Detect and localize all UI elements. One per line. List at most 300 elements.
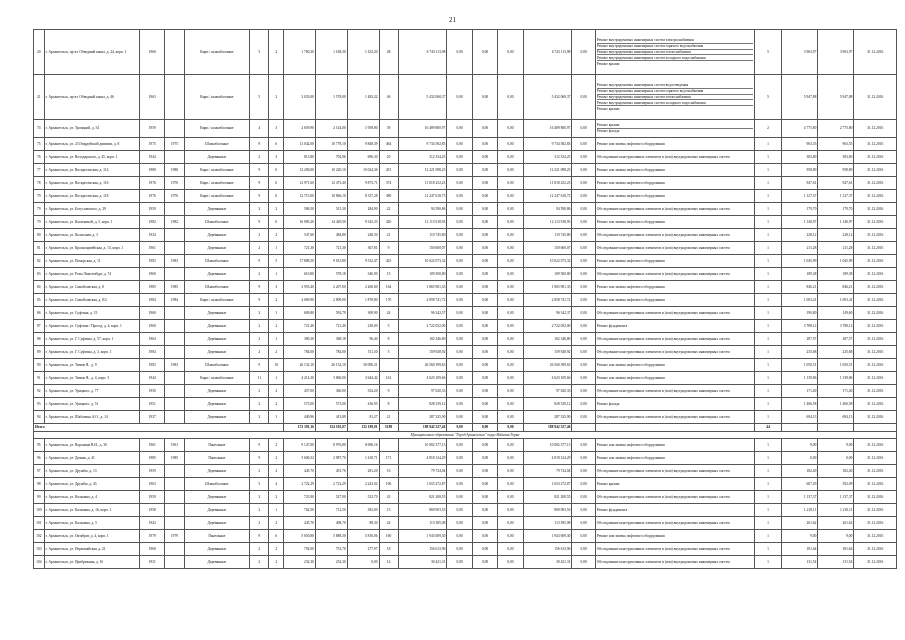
row-number: 20 — [34, 30, 45, 75]
row-number: 91 — [34, 372, 45, 385]
total-works-empty — [595, 424, 754, 432]
completion-date: 31.12.2016 — [854, 177, 897, 190]
area-living: 2 722,29 — [315, 478, 347, 491]
cost-total: 10 022 073,32 — [398, 255, 447, 268]
completion-date: 31.12.2016 — [854, 504, 897, 517]
area-living: 9 015,80 — [315, 255, 347, 268]
unit-cost: 3 788,12 — [782, 320, 818, 333]
unit-cost-limit: 171,40 — [818, 385, 854, 398]
year-reconstruction — [165, 517, 184, 530]
year-built: 1960 — [140, 320, 165, 333]
cost-region: 0,00 — [472, 452, 497, 465]
residents: 46 — [379, 75, 398, 120]
cost-region: 0,00 — [472, 359, 497, 372]
completion-date: 31.12.2016 — [854, 359, 897, 372]
completion-date: 31.12.2016 — [854, 281, 897, 294]
area-living: 10 220,10 — [315, 164, 347, 177]
row-number: 96 — [34, 452, 45, 465]
table-row — [34, 346, 897, 359]
cost-total: 4 818 124,29 — [398, 452, 447, 465]
works-list — [595, 138, 754, 151]
area-total: 457,00 — [284, 385, 316, 398]
unit-cost: 5 947,88 — [782, 75, 818, 120]
residents: 20 — [379, 151, 398, 164]
completion-date: 31.12.2016 — [854, 268, 897, 281]
cost-share: 0,00 — [572, 530, 595, 543]
completion-date: 31.12.2016 — [854, 216, 897, 229]
cost-region: 0,00 — [472, 556, 497, 569]
row-number: 93 — [34, 398, 45, 411]
year-built: 1964 — [140, 333, 165, 346]
year-built: 1958 — [140, 504, 165, 517]
year-built: 1963 — [140, 75, 165, 120]
address: г. Архангельск, ул. Первомайская, д. 21 — [44, 543, 139, 556]
works-count: 1 — [754, 242, 782, 255]
cost-municipal: 0,00 — [498, 556, 523, 569]
wall-material: Деревянные — [184, 504, 250, 517]
table-row — [34, 75, 897, 120]
cost-fund: 0,00 — [447, 320, 472, 333]
row-number: 75 — [34, 138, 45, 151]
row-number: 104 — [34, 556, 45, 569]
area-total: 445,70 — [284, 517, 316, 530]
entrances: 2 — [269, 452, 284, 465]
works-count: 2 — [754, 120, 782, 138]
table-row — [34, 216, 897, 229]
area-nonliving: 1 418,71 — [347, 452, 379, 465]
cost-municipal: 0,00 — [498, 398, 523, 411]
cost-region: 0,00 — [472, 177, 497, 190]
cost-region: 0,00 — [472, 320, 497, 333]
cost-region: 0,00 — [472, 398, 497, 411]
cost-owners: 2 722 052,00 — [523, 320, 572, 333]
entrances: 2 — [269, 320, 284, 333]
works-list — [595, 465, 754, 478]
unit-cost-limit: 179,70 — [818, 203, 854, 216]
year-reconstruction: 1976 — [165, 177, 184, 190]
area-total: 2 659,90 — [284, 120, 316, 138]
row-number: 84 — [34, 281, 45, 294]
area-nonliving: 2 260,60 — [347, 281, 379, 294]
entrances: 6 — [269, 177, 284, 190]
entrances: 1 — [269, 504, 284, 517]
cost-region: 0,00 — [472, 439, 497, 452]
cost-fund: 0,00 — [447, 242, 472, 255]
area-nonliving: 369,90 — [347, 307, 379, 320]
cost-fund: 0,00 — [447, 138, 472, 151]
row-number: 90 — [34, 359, 45, 372]
works-count: 1 — [754, 359, 782, 372]
completion-date: 31.12.2016 — [854, 190, 897, 203]
row-number: 100 — [34, 504, 45, 517]
residents: 171 — [379, 452, 398, 465]
cost-fund: 0,00 — [447, 530, 472, 543]
cost-share: 0,00 — [572, 491, 595, 504]
row-number: 86 — [34, 307, 45, 320]
completion-date: 31.12.2016 — [854, 75, 897, 120]
work-item: Ремонт или замена лифтового оборудования — [596, 219, 665, 224]
cost-owners: 10 082 377,13 — [523, 439, 572, 452]
cost-owners: 159 928,92 — [523, 346, 572, 359]
cost-municipal: 0,00 — [498, 452, 523, 465]
cost-fund: 0,00 — [447, 465, 472, 478]
cost-municipal: 0,00 — [498, 164, 523, 177]
works-list — [595, 307, 754, 320]
cost-total: 1 865 901,35 — [398, 281, 447, 294]
floors: 2 — [250, 203, 269, 216]
entrances: 5 — [269, 255, 284, 268]
entrances: 2 — [269, 229, 284, 242]
address: г. Архангельск, ул. Урицкого, д. 77 — [44, 385, 139, 398]
wall-material: Шлакоблочные — [184, 281, 250, 294]
year-built: 1961 — [140, 242, 165, 255]
unit-cost-limit: 189,38 — [818, 268, 854, 281]
year-built: 1985 — [140, 281, 165, 294]
area-nonliving: 9 532,47 — [347, 255, 379, 268]
year-built: 1983 — [140, 359, 165, 372]
completion-date: 31.12.2016 — [854, 465, 897, 478]
residents: 8 — [379, 398, 398, 411]
address: г. Архангельск, пр-кт. Обводный канал, д. 24, корп. 1 — [44, 30, 139, 75]
area-nonliving: 9 848,39 — [347, 138, 379, 151]
address: г. Архангельск, ул. Тимме Я., д. 9 — [44, 359, 139, 372]
floors: 2 — [250, 491, 269, 504]
floors: 2 — [250, 268, 269, 281]
entrances: 2 — [269, 385, 284, 398]
entrances: 1 — [269, 242, 284, 255]
cost-share: 0,00 — [572, 543, 595, 556]
cost-fund: 0,00 — [447, 504, 472, 517]
cost-total: 97 020,33 — [398, 385, 447, 398]
unit-cost-limit: 2 775,80 — [818, 120, 854, 138]
year-built: 1951 — [140, 398, 165, 411]
works-count: 1 — [754, 307, 782, 320]
cost-region: 0,00 — [472, 281, 497, 294]
total-cost-a: 0,00 — [447, 424, 472, 432]
unit-cost-limit: 287,57 — [818, 333, 854, 346]
cost-share: 0,00 — [572, 359, 595, 372]
address: г. Архангельск, ул. Красноармейская, д. 13, корп. 1 — [44, 242, 139, 255]
area-living: 2 987,70 — [315, 452, 347, 465]
year-reconstruction — [165, 372, 184, 385]
cost-fund: 0,00 — [447, 151, 472, 164]
year-reconstruction — [165, 504, 184, 517]
cost-share: 0,00 — [572, 177, 595, 190]
cost-share: 0,00 — [572, 281, 595, 294]
cost-region: 0,00 — [472, 543, 497, 556]
wall-material: Кирп./ шлакоблочные — [184, 177, 250, 190]
entrances: 2 — [269, 294, 284, 307]
cost-share: 0,00 — [572, 203, 595, 216]
cost-owners: 97 020,33 — [523, 385, 572, 398]
cost-municipal: 0,00 — [498, 478, 523, 491]
work-item: Обследование конструктивных элементов и (или) внутридомовых инженерных систем — [596, 468, 730, 473]
row-number: 74 — [34, 120, 45, 138]
works-list — [595, 385, 754, 398]
work-item: Ремонт внутридомовых инженерных систем холодного водоснабжения — [597, 54, 753, 60]
unit-cost: 0,00 — [782, 452, 818, 465]
cost-total: 159 928,92 — [398, 346, 447, 359]
year-reconstruction — [165, 398, 184, 411]
cost-municipal: 0,00 — [498, 268, 523, 281]
cost-municipal: 0,00 — [498, 216, 523, 229]
year-reconstruction: 1980 — [165, 164, 184, 177]
area-total: 5 650,80 — [284, 530, 316, 543]
row-number: 78 — [34, 177, 45, 190]
table-row — [34, 307, 897, 320]
cost-fund: 0,00 — [447, 385, 472, 398]
cost-fund: 0,00 — [447, 30, 472, 75]
unit-cost-limit: 1 218,11 — [818, 504, 854, 517]
table-row — [34, 151, 897, 164]
year-built: 1960 — [140, 268, 165, 281]
residents: 451 — [379, 164, 398, 177]
works-count: 1 — [754, 411, 782, 424]
works-list — [595, 359, 754, 372]
floors: 9 — [250, 164, 269, 177]
year-reconstruction — [165, 346, 184, 359]
residents: 380 — [379, 190, 398, 203]
residents: 16 — [379, 465, 398, 478]
row-number: 80 — [34, 229, 45, 242]
floors: 2 — [250, 385, 269, 398]
unit-cost: 1 137,37 — [782, 491, 818, 504]
total-works-count: 44 — [754, 424, 782, 432]
area-nonliving: 284,90 — [347, 203, 379, 216]
address: г. Архангельск, ул. Троицкий, д. 54 — [44, 120, 139, 138]
area-nonliving: 0,00 — [347, 556, 379, 569]
area-living: 14 429,50 — [315, 216, 347, 229]
work-item: Ремонт внутридомовых инженерных систем электроснабжения — [596, 38, 694, 43]
cost-region: 0,00 — [472, 517, 497, 530]
cost-share: 0,00 — [572, 465, 595, 478]
cost-region: 0,00 — [472, 164, 497, 177]
address: г. Архангельск, ул. Кальмана, д. 4 — [44, 491, 139, 504]
work-item: Обследование конструктивных элементов и (или) внутридомовых инженерных систем — [596, 559, 730, 564]
table-body-total — [34, 424, 897, 439]
table-row — [34, 203, 897, 216]
wall-material: Деревянные — [184, 517, 250, 530]
area-living: 5 888,30 — [315, 530, 347, 543]
unit-cost: 963,35 — [782, 138, 818, 151]
entrances: 3 — [269, 151, 284, 164]
total-row — [34, 424, 897, 432]
table-row — [34, 504, 897, 517]
residents: 170 — [379, 294, 398, 307]
residents: 9 — [379, 385, 398, 398]
area-total: 609,80 — [284, 307, 316, 320]
work-item: Ремонт или замена лифтового оборудования — [596, 258, 665, 263]
area-total: 813,80 — [284, 151, 316, 164]
works-count: 1 — [754, 556, 782, 569]
works-count: 1 — [754, 190, 782, 203]
row-number: 99 — [34, 491, 45, 504]
address: г. Архангельск, ул. Богуславского, д. 29 — [44, 203, 139, 216]
total-area: 172 391,16 — [284, 424, 316, 432]
entrances: 2 — [269, 439, 284, 452]
year-built: 1982 — [140, 216, 165, 229]
unit-cost: 1 003,41 — [782, 294, 818, 307]
completion-date: 31.12.2016 — [854, 452, 897, 465]
cost-municipal: 0,00 — [498, 242, 523, 255]
wall-material: Панельные — [184, 439, 250, 452]
cost-region: 0,00 — [472, 229, 497, 242]
works-count: 1 — [754, 138, 782, 151]
work-item: Ремонт внутридомовых инженерных систем горячего водоснабжения — [597, 88, 753, 94]
area-total: 721,40 — [284, 320, 316, 333]
entrances: 10 — [269, 359, 284, 372]
row-number: 94 — [34, 411, 45, 424]
year-reconstruction — [165, 242, 184, 255]
table-row — [34, 465, 897, 478]
entrances: 6 — [269, 216, 284, 229]
area-nonliving: 5 816,06 — [347, 530, 379, 543]
unit-cost-limit: 3 963,97 — [818, 30, 854, 75]
wall-material: Кирп./ шлакоблочные — [184, 164, 250, 177]
unit-cost: 1 406,58 — [782, 398, 818, 411]
row-number: 79 — [34, 190, 45, 203]
total-empty — [572, 424, 595, 432]
work-item: Обследование конструктивных элементов и (или) внутридомовых инженерных систем — [596, 494, 730, 499]
area-nonliving: 354,20 — [347, 385, 379, 398]
floors: 9 — [250, 452, 269, 465]
unit-cost-limit: 1 003,41 — [818, 294, 854, 307]
cost-municipal: 0,00 — [498, 346, 523, 359]
area-total: 12 200,00 — [284, 164, 316, 177]
works-count: 5 — [754, 75, 782, 120]
cost-fund: 0,00 — [447, 120, 472, 138]
area-nonliving: 367,81 — [347, 242, 379, 255]
works-count: 1 — [754, 543, 782, 556]
total-label: Итого — [34, 424, 284, 432]
wall-material: Панельные — [184, 530, 250, 543]
work-item: Обследование конструктивных элементов и (или) внутридомовых инженерных систем — [596, 546, 730, 551]
area-nonliving: 9 343,33 — [347, 216, 379, 229]
cost-owners: 109 500,80 — [523, 268, 572, 281]
wall-material: Шлакоблочные — [184, 359, 250, 372]
entrances: 1 — [269, 372, 284, 385]
cost-municipal: 0,00 — [498, 465, 523, 478]
work-item: Ремонт или замена лифтового оборудования — [596, 180, 665, 185]
floors: 9 — [250, 255, 269, 268]
wall-material: Кирп./ шлакоблочные — [184, 75, 250, 120]
unit-cost-limit: 1 127,37 — [818, 190, 854, 203]
unit-cost-limit: 235,68 — [818, 346, 854, 359]
residents: 43 — [379, 491, 398, 504]
address: г. Архангельск, ул. Дачная, д. 41 — [44, 452, 139, 465]
unit-cost-limit: 182,40 — [818, 465, 854, 478]
work-item: Ремонт или замена лифтового оборудования — [596, 442, 665, 447]
area-total: 17 888,50 — [284, 255, 316, 268]
area-total: 5 600,32 — [284, 452, 316, 465]
area-living: 753,70 — [315, 543, 347, 556]
year-built: 1943 — [140, 517, 165, 530]
works-count: 1 — [754, 281, 782, 294]
unit-cost-limit: 1 139,86 — [818, 372, 854, 385]
row-number: 81 — [34, 242, 45, 255]
residents: 39 — [379, 120, 398, 138]
works-count: 1 — [754, 216, 782, 229]
row-number: 79 — [34, 203, 45, 216]
unit-cost-limit: 694,13 — [818, 411, 854, 424]
wall-material: Деревянные — [184, 398, 250, 411]
area-total: 4 214,30 — [284, 372, 316, 385]
area-total: 547,60 — [284, 229, 316, 242]
year-built: 1937 — [140, 411, 165, 424]
cost-municipal: 0,00 — [498, 190, 523, 203]
address: г. Архангельск, ул. Самойловская, д. 8/2 — [44, 294, 139, 307]
row-number: 101 — [34, 517, 45, 530]
cost-municipal: 0,00 — [498, 203, 523, 216]
total-empty-4 — [854, 424, 897, 432]
year-reconstruction: 1985 — [165, 452, 184, 465]
area-nonliving: 1 483,22 — [347, 75, 379, 120]
unit-cost: 1 218,11 — [782, 504, 818, 517]
area-nonliving: 8 337,28 — [347, 190, 379, 203]
cost-owners: 12 113 918,93 — [523, 216, 572, 229]
unit-cost: 1 139,86 — [782, 372, 818, 385]
cost-fund: 0,00 — [447, 255, 472, 268]
floors: 9 — [250, 190, 269, 203]
floors: 9 — [250, 177, 269, 190]
year-built: 1959 — [140, 491, 165, 504]
area-total: 12 971,60 — [284, 177, 316, 190]
area-living: 26 132,10 — [315, 359, 347, 372]
cost-municipal: 0,00 — [498, 411, 523, 424]
unit-cost: 228,12 — [782, 229, 818, 242]
area-nonliving: 238,00 — [347, 320, 379, 333]
area-living: 1 578,00 — [315, 75, 347, 120]
area-living: 10 866,10 — [315, 190, 347, 203]
cost-total: 109 500,80 — [398, 268, 447, 281]
floors: 9 — [250, 294, 269, 307]
works-list — [595, 203, 754, 216]
area-nonliving: 248,30 — [347, 229, 379, 242]
row-number: 98 — [34, 478, 45, 491]
cost-share: 0,00 — [572, 372, 595, 385]
entrances: 6 — [269, 190, 284, 203]
works-list — [595, 517, 754, 530]
address: г. Архангельск, ул. Кальмана, д. 16, корп. 1 — [44, 504, 139, 517]
entrances: 6 — [269, 138, 284, 151]
works-count: 1 — [754, 491, 782, 504]
address: г. Архангельск, ул. Воронина В.И., д. 30 — [44, 439, 139, 452]
works-list — [595, 398, 754, 411]
unit-cost-limit: 1 045,99 — [818, 255, 854, 268]
row-number: 79 — [34, 216, 45, 229]
program-table — [33, 29, 897, 569]
area-living: 784,00 — [315, 346, 347, 359]
row-number: 77 — [34, 164, 45, 177]
unit-cost-limit: 846,21 — [818, 281, 854, 294]
works-count: 1 — [754, 177, 782, 190]
cost-fund: 0,00 — [447, 491, 472, 504]
cost-region: 0,00 — [472, 504, 497, 517]
completion-date: 31.12.2016 — [854, 556, 897, 569]
unit-cost: 947,61 — [782, 177, 818, 190]
wall-material: Деревянные — [184, 385, 250, 398]
area-total: 445,70 — [284, 465, 316, 478]
area-nonliving: 436,95 — [347, 398, 379, 411]
cost-region: 0,00 — [472, 307, 497, 320]
cost-owners: 102 346,80 — [523, 333, 572, 346]
area-total: 26 132,10 — [284, 359, 316, 372]
cost-fund: 0,00 — [447, 439, 472, 452]
area-nonliving: 10 024,36 — [347, 164, 379, 177]
cost-fund: 0,00 — [447, 216, 472, 229]
completion-date: 31.12.2016 — [854, 517, 897, 530]
works-list — [595, 281, 754, 294]
